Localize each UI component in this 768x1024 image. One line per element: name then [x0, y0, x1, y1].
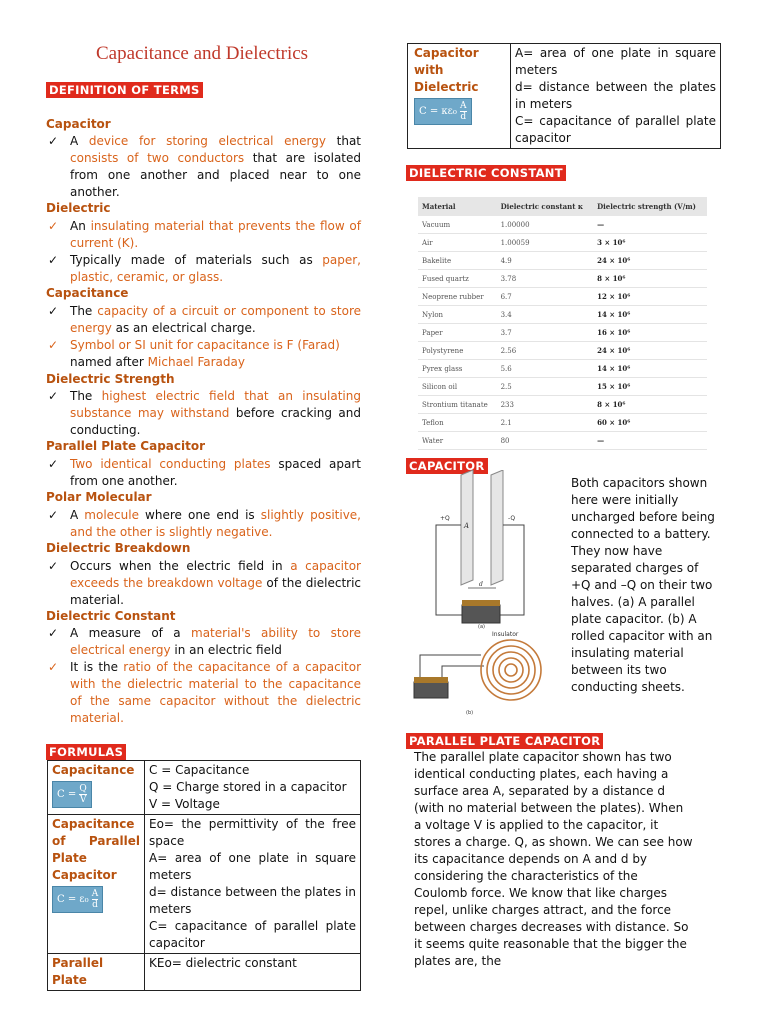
label-sub-a: (a)	[478, 624, 485, 630]
formula-row	[408, 44, 721, 149]
formula-def: Eo= the permittivity of the free space	[149, 817, 356, 848]
table-cell: Pyrex glass	[418, 360, 497, 378]
term-capacitance: Capacitance	[46, 286, 129, 300]
check-icon: ✓	[48, 389, 59, 403]
formula-def: A= area of one plate in square meters	[149, 851, 356, 882]
table-cell: 1.00000	[497, 216, 593, 234]
table-cell: 14 × 10⁶	[593, 360, 707, 378]
table-cell: 3 × 10⁶	[593, 234, 707, 252]
capacitor-diagram	[406, 470, 566, 720]
capacitor-heading: CAPACITOR	[406, 458, 488, 474]
table-cell: Strontium titanate	[418, 396, 497, 414]
table-cell: Bakelite	[418, 252, 497, 270]
formula-term: Capacitor with Dielectric	[414, 46, 479, 94]
strength-def-1: ✓ The highest electric field that an insulating substance may withstand before cracking and conducting.	[48, 389, 361, 437]
page-title: Capacitance and Dielectrics	[96, 43, 309, 64]
table-cell: 2.56	[497, 342, 593, 360]
dielectric-def-1: ✓ An insulating material that prevents the flow of current (K).	[48, 219, 361, 250]
capacitance-def-2: ✓ Symbol or SI unit for capacitance is F (Farad) named after Michael Faraday	[48, 338, 340, 369]
table-cell: 2.1	[497, 414, 593, 432]
table-cell: 24 × 10⁶	[593, 342, 707, 360]
label-sub-b: (b)	[466, 710, 474, 716]
check-icon: ✓	[48, 660, 59, 674]
formula-def: C = Capacitance	[149, 763, 250, 777]
table-cell: Paper	[418, 324, 497, 342]
term-dielectric-constant: Dielectric Constant	[46, 609, 176, 623]
check-icon: ✓	[48, 559, 59, 573]
table-cell: 5.6	[497, 360, 593, 378]
formula-def: C= capacitance of parallel plate capacitor	[515, 114, 716, 145]
dielectric-constant-table	[418, 197, 707, 450]
breakdown-def-1: ✓ Occurs when the electric field in a capacitor exceeds the breakdown voltage of the dielectric material.	[48, 559, 362, 607]
ppc-def-1: ✓ Two identical conducting plates spaced apart from one another.	[48, 457, 361, 488]
table-cell: 3.4	[497, 306, 593, 324]
check-icon: ✓	[48, 338, 59, 352]
check-icon: ✓	[48, 304, 59, 318]
check-icon: ✓	[48, 253, 59, 267]
formula-def: A= area of one plate in square meters	[515, 46, 716, 77]
table-cell: 6.7	[497, 288, 593, 306]
table-cell: Teflon	[418, 414, 497, 432]
label-area: A	[464, 522, 470, 530]
formula-def: d= distance between the plates in meters	[149, 885, 356, 916]
capacitor-def-1: ✓ A device for storing electrical energy that consists of two conductors that are isolated from one another and placed near to one another.	[48, 134, 362, 199]
check-icon: ✓	[48, 134, 59, 148]
table-cell: Fused quartz	[418, 270, 497, 288]
definitions-heading: DEFINITION OF TERMS	[46, 82, 203, 98]
constant-def-2: ✓ It is the ratio of the capacitance of a capacitor with the dielectric material to the capacitance of the same capacitor without the dielectric material.	[48, 660, 361, 725]
table-cell: 15 × 10⁶	[593, 378, 707, 396]
table-cell: Vacuum	[418, 216, 497, 234]
dielectric-constant-heading: DIELECTRIC CONSTANT	[406, 165, 566, 181]
table-row	[418, 324, 707, 342]
label-minus-q: -Q	[508, 515, 516, 522]
table-cell: 4.9	[497, 252, 593, 270]
formula-row	[48, 815, 361, 954]
formula-row	[48, 954, 361, 991]
dielectric-formula-table	[407, 43, 721, 149]
polar-def-1: ✓ A molecule where one end is slightly positive, and the other is slightly negative.	[48, 508, 361, 539]
check-icon: ✓	[48, 626, 59, 640]
table-cell: Silicon oil	[418, 378, 497, 396]
dielectric-def-2: ✓ Typically made of materials such as paper, plastic, ceramic, or glass.	[48, 253, 361, 284]
table-cell: Air	[418, 234, 497, 252]
table-cell: 3.78	[497, 270, 593, 288]
table-row	[418, 234, 707, 252]
table-cell: Nylon	[418, 306, 497, 324]
table-cell: 3.7	[497, 324, 593, 342]
table-cell: 233	[497, 396, 593, 414]
formula-def: d= distance between the plates in meters	[515, 80, 716, 111]
table-row	[418, 396, 707, 414]
formula-def: C= capacitance of parallel plate capacitor	[149, 919, 356, 950]
term-dielectric-strength: Dielectric Strength	[46, 372, 175, 386]
label-insulator: Insulator	[492, 631, 519, 638]
formula-def: Q = Charge stored in a capacitor	[149, 780, 347, 794]
battery-icon	[414, 682, 448, 698]
term-polar-molecular: Polar Molecular	[46, 490, 152, 504]
dielectric-capacitor-equation: C = κε₀ $\frac{A}{d}$	[414, 98, 472, 125]
table-cell: Neoprene rubber	[418, 288, 497, 306]
table-cell: 14 × 10⁶	[593, 306, 707, 324]
table-cell: —	[593, 432, 707, 450]
table-cell: 1.00059	[497, 234, 593, 252]
table-row	[418, 360, 707, 378]
table-cell: 24 × 10⁶	[593, 252, 707, 270]
table-row	[418, 378, 707, 396]
column-header: Dielectric constant κ	[497, 197, 593, 216]
table-cell: 12 × 10⁶	[593, 288, 707, 306]
capacitance-def-1: ✓ The capacity of a circuit or component to store energy as an electrical charge.	[48, 304, 361, 335]
formula-term: Capacitance	[52, 763, 135, 777]
table-cell: 16 × 10⁶	[593, 324, 707, 342]
parallel-plate-text: The parallel plate capacitor shown has two identical conducting plates, each having a surface area A, separated by a distance d (with no material between the plates). When a voltage V is applied to the capacitor, it stores a charge. Q, as shown. We can see how its capacitance depends on A and d by considering the characteristics of the Coulomb force. We know that like charges repel, unlike charges attract, and the force between charges decreases with distance. So it seems quite reasonable that the bigger the plates are, the	[414, 750, 693, 968]
formula-row	[48, 761, 361, 815]
constant-def-1: ✓ A measure of a material's ability to store electrical energy in an electric field	[48, 626, 361, 657]
rolled-capacitor	[481, 640, 541, 700]
formulas-table	[47, 760, 361, 991]
term-parallel-plate: Parallel Plate Capacitor	[46, 439, 206, 453]
capacitance-equation: C = $\frac{Q}{V}$	[52, 781, 92, 808]
table-cell: 60 × 10⁶	[593, 414, 707, 432]
table-row	[418, 306, 707, 324]
parallel-plate-heading: PARALLEL PLATE CAPACITOR	[406, 733, 603, 749]
table-row	[418, 288, 707, 306]
table-cell: 2.5	[497, 378, 593, 396]
formulas-heading: FORMULAS	[46, 744, 126, 760]
plate-right	[491, 470, 503, 585]
formula-def: V = Voltage	[149, 797, 220, 811]
table-cell: 80	[497, 432, 593, 450]
label-distance: d	[479, 581, 483, 588]
table-row	[418, 216, 707, 234]
table-row	[418, 252, 707, 270]
term-capacitor: Capacitor	[46, 117, 111, 131]
table-cell: 8 × 10⁶	[593, 396, 707, 414]
table-row	[418, 432, 707, 450]
check-icon: ✓	[48, 508, 59, 522]
table-cell: —	[593, 216, 707, 234]
term-dielectric-breakdown: Dielectric Breakdown	[46, 541, 191, 555]
formula-term: Parallel Plate	[52, 956, 104, 987]
parallel-plate-equation: C = ε₀ $\frac{A}{d}$	[52, 886, 103, 913]
column-header: Dielectric strength (V/m)	[593, 197, 707, 216]
table-cell: Water	[418, 432, 497, 450]
capacitor-caption: Both capacitors shown here were initially uncharged before being connected to a battery. They now have separated charges of +Q and –Q on their two halves. (a) A parallel plate capacitor. (b) A rolled capacitor with an insulating material between its two conducting sheets.	[571, 476, 715, 694]
table-row	[418, 270, 707, 288]
table-row	[418, 414, 707, 432]
column-header: Material	[418, 197, 497, 216]
formula-def: KEo= dielectric constant	[149, 956, 297, 970]
term-dielectric: Dielectric	[46, 201, 111, 215]
battery-icon	[462, 605, 500, 623]
formula-term: Capacitance of Parallel Plate Capacitor	[52, 817, 140, 882]
check-icon: ✓	[48, 457, 59, 471]
table-row	[418, 342, 707, 360]
label-plus-q: +Q	[440, 515, 450, 522]
check-icon: ✓	[48, 219, 59, 233]
table-cell: 8 × 10⁶	[593, 270, 707, 288]
table-cell: Polystyrene	[418, 342, 497, 360]
